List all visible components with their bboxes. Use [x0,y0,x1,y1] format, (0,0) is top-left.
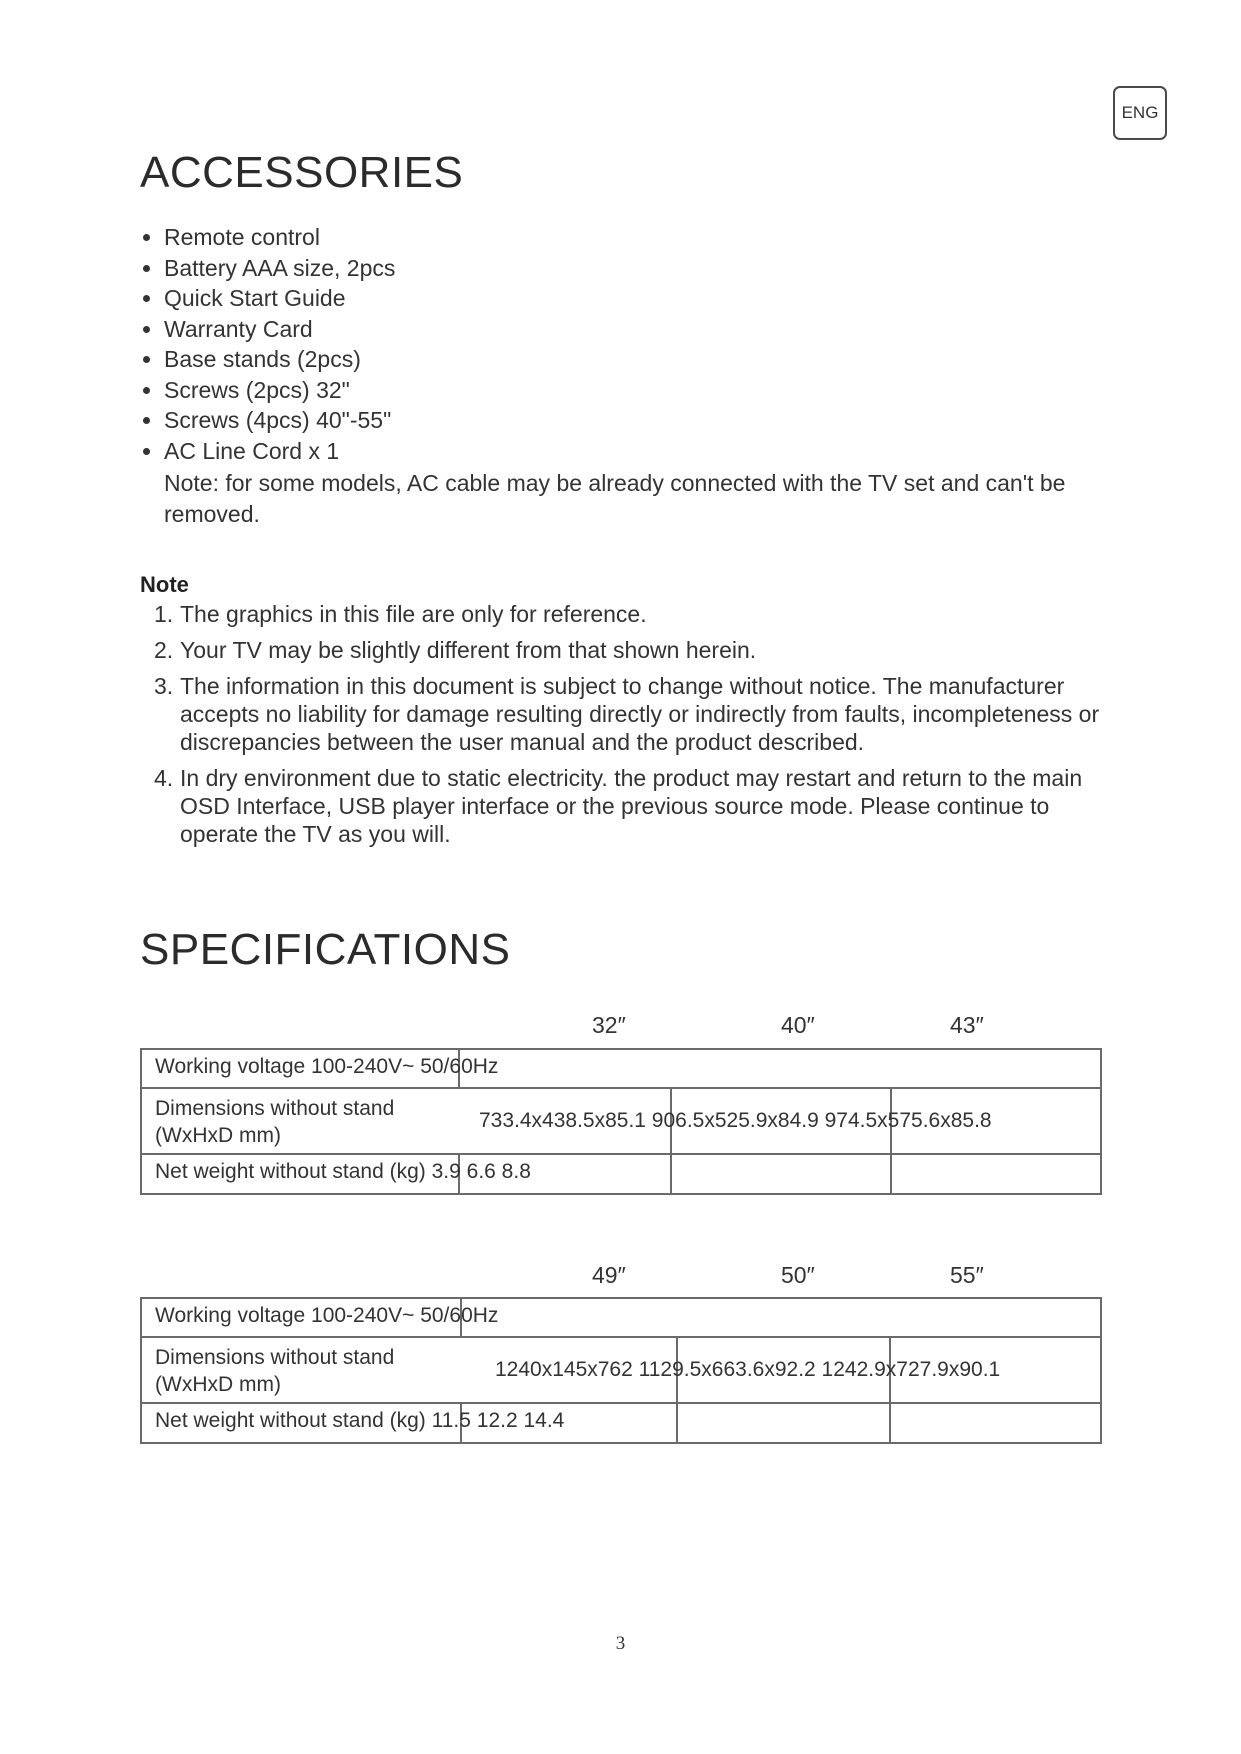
dimensions-values-cell: 1240x145x762 1129.5x663.6x92.2 1242.9x727.9x90.1 [495,1358,1001,1381]
spec-table [140,1048,1102,1195]
screen-size-header [140,1012,1102,1042]
spec-table [140,1297,1102,1444]
accessory-item: Remote control [140,222,1120,253]
table-row [142,1050,1100,1089]
notes-list [154,600,1114,856]
column-divider [670,1155,672,1193]
table-row [142,1338,1100,1404]
note-item [154,636,1114,664]
page-number: 3 [615,1633,626,1654]
note-number: 4. [154,765,174,791]
note-number: 3. [154,673,174,699]
note-text: The information in this document is subject to change without notice. The manufacturer accepts no liability for damage resulting directly or indirectly from faults, incompleteness or discrepancies between the user manual and the product described. [180,673,1100,755]
accessory-item: Battery AAA size, 2pcs [140,253,1120,284]
screen-size-label: 43″ [950,1012,984,1038]
screen-size-label: 55″ [950,1262,984,1288]
note-item [154,764,1114,848]
screen-size-label: 32″ [592,1012,626,1038]
screen-size-label: 50″ [781,1262,815,1288]
table-row [142,1089,1100,1155]
accessory-item: Quick Start Guide [140,283,1120,314]
accessories-list [140,222,1120,466]
table-row [142,1404,1100,1442]
screen-size-label: 40″ [781,1012,815,1038]
note-text: In dry environment due to static electricity. the product may restart and return to the main OSD Interface, USB player interface or the previous source mode. Please continue to operate the TV as you will. [180,765,1083,847]
voltage-cell: Working voltage 100-240V~ 50/60Hz [155,1055,499,1078]
specifications-title: SPECIFICATIONS [140,925,511,974]
note-number: 2. [154,637,174,663]
accessory-item: Warranty Card [140,314,1120,345]
note-item [154,600,1114,628]
table-row [142,1299,1100,1338]
column-divider [889,1404,891,1442]
screen-size-label: 49″ [592,1262,626,1288]
ac-cable-note: Note: for some models, AC cable may be already connected with the TV set and can't be removed. [164,470,1066,527]
accessories-title: ACCESSORIES [140,148,464,197]
screen-size-header [140,1262,1102,1292]
note-text: Your TV may be slightly different from that shown herein. [180,637,757,663]
voltage-cell: Working voltage 100-240V~ 50/60Hz [155,1304,499,1327]
note-text: The graphics in this file are only for reference. [180,601,647,627]
accessory-item: Base stands (2pcs) [140,344,1120,375]
table-row [142,1155,1100,1193]
dimensions-values-cell: 733.4x438.5x85.1 906.5x525.9x84.9 974.5x575.6x85.8 [479,1109,992,1132]
column-divider [890,1155,892,1193]
note-number: 1. [154,601,174,627]
accessory-item: Screws (2pcs) 32" [140,375,1120,406]
dimensions-label-cell: Dimensions without stand (WxHxD mm) [155,1346,395,1396]
note-heading: Note [140,572,189,597]
weight-cell: Net weight without stand (kg) 11.5 12.2 14.4 [155,1409,565,1432]
accessory-item: AC Line Cord x 1 [140,436,1120,467]
language-badge: ENG [1113,86,1167,140]
weight-cell: Net weight without stand (kg) 3.9 6.6 8.8 [155,1160,531,1183]
column-divider [676,1404,678,1442]
note-item [154,672,1114,756]
accessory-item: Screws (4pcs) 40"-55" [140,405,1120,436]
dimensions-label-cell: Dimensions without stand (WxHxD mm) [155,1097,395,1147]
